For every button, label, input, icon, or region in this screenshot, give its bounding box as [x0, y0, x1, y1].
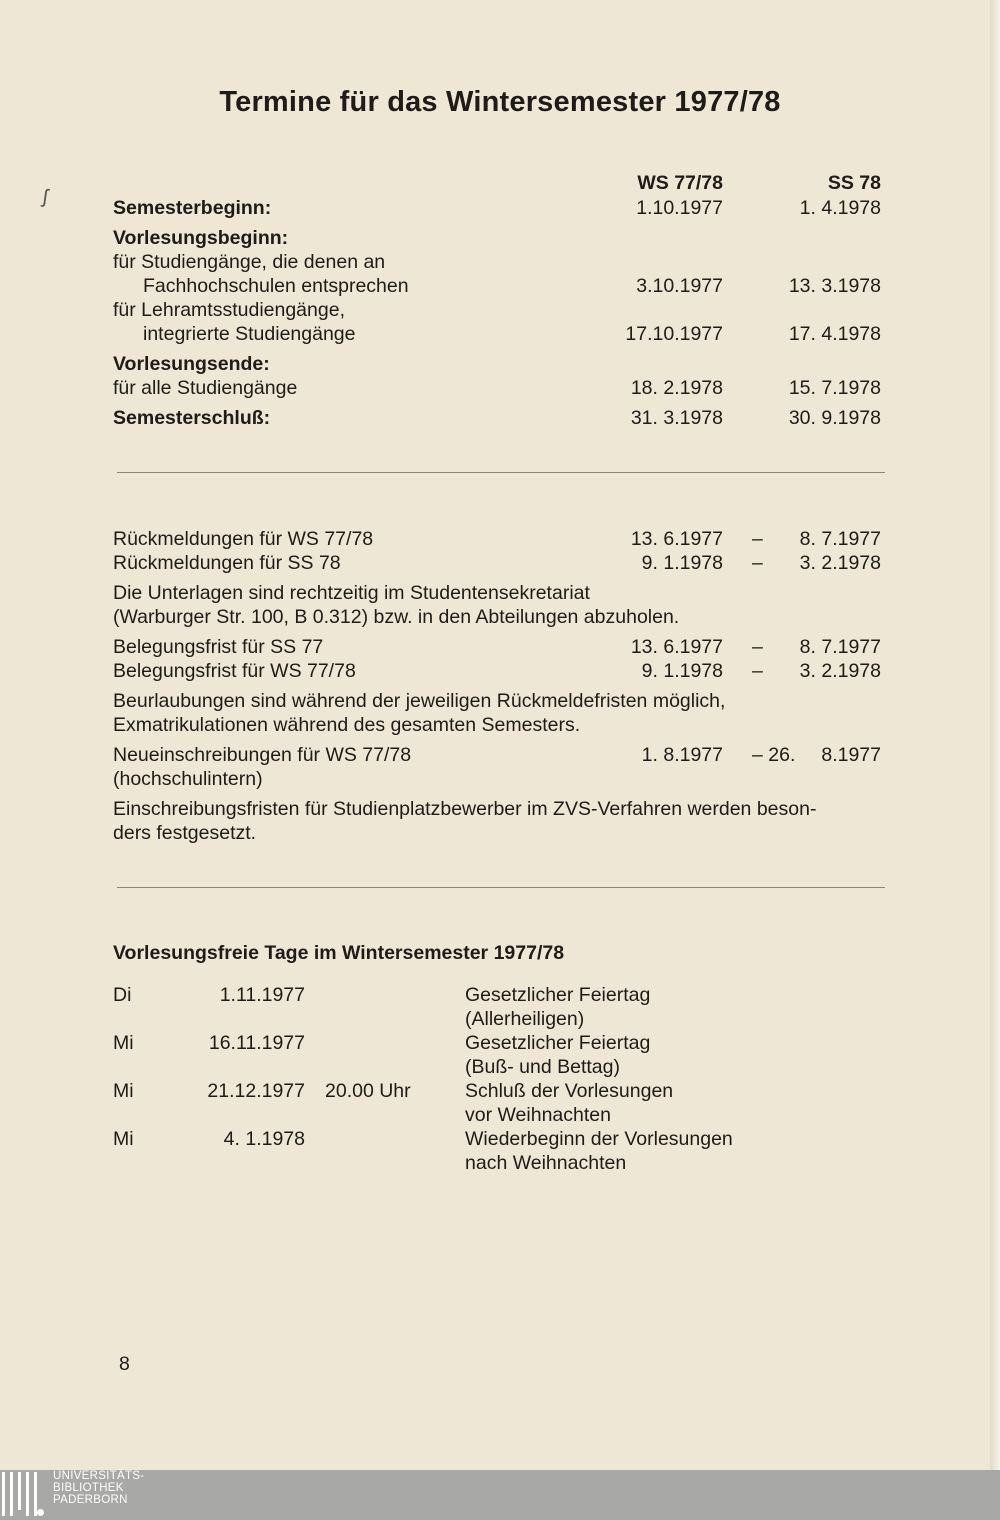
date-to: 8. 7.1977: [799, 528, 881, 550]
row-label: Fachhochschulen entsprechen: [143, 275, 409, 297]
holiday-time: 20.00 Uhr: [325, 1080, 411, 1102]
date-to: 3. 2.1978: [799, 660, 881, 682]
date-ws: 1.10.1977: [636, 197, 723, 219]
row-label: Rückmeldungen für SS 78: [113, 552, 341, 574]
date-from: 1. 8.1977: [641, 744, 723, 766]
library-name-line: PADERBORN: [53, 1494, 128, 1506]
holiday-date: 1.11.1977: [219, 984, 305, 1006]
holiday-description: Gesetzlicher Feiertag: [465, 1032, 651, 1054]
logo-dot-icon: [37, 1509, 44, 1516]
weekday: Mi: [113, 1080, 134, 1102]
holiday-date: 16.11.1977: [208, 1032, 305, 1054]
page-number: 8: [119, 1353, 130, 1375]
date-dash: –: [752, 660, 763, 682]
page-edge: [990, 0, 1000, 1470]
holiday-description: Wiederbeginn der Vorlesungen: [465, 1128, 733, 1150]
divider: [117, 887, 885, 888]
row-label: Vorlesungsende:: [113, 353, 270, 375]
weekday: Mi: [113, 1128, 134, 1150]
paragraph-line: ders festgesetzt.: [113, 822, 257, 844]
date-from: 9. 1.1978: [641, 660, 723, 682]
holiday-date: 21.12.1977: [207, 1080, 305, 1102]
section-heading: Vorlesungsfreie Tage im Wintersemester 1977/78: [113, 942, 565, 964]
date-dash: –: [752, 528, 763, 550]
row-label: (hochschulintern): [113, 768, 263, 790]
holiday-description: Schluß der Vorlesungen: [465, 1080, 674, 1102]
row-label: für Studiengänge, die denen an: [113, 251, 386, 273]
date-dash: –: [752, 636, 763, 658]
date-ss: 13. 3.1978: [788, 275, 881, 297]
paragraph-line: (Warburger Str. 100, B 0.312) bzw. in den Abteilungen abzuholen.: [113, 606, 680, 628]
paragraph-line: Exmatrikulationen während des gesamten Semesters.: [113, 714, 581, 736]
library-name: [53, 1470, 144, 1506]
library-footer-bar: [0, 1470, 1000, 1520]
paragraph-line: Beurlaubungen sind während der jeweiligen Rückmeldefristen möglich,: [113, 690, 726, 712]
holiday-description: Gesetzlicher Feiertag: [465, 984, 651, 1006]
page-title: Termine für das Wintersemester 1977/78: [219, 86, 781, 118]
date-ss: 1. 4.1978: [799, 197, 881, 219]
row-label: integrierte Studiengänge: [143, 323, 356, 345]
row-label: Belegungsfrist für SS 77: [113, 636, 324, 658]
holiday-date: 4. 1.1978: [223, 1128, 305, 1150]
library-name-line: UNIVERSITÄTS-: [53, 1470, 145, 1482]
date-to: 8.1977: [821, 744, 881, 766]
row-label: Neueinschreibungen für WS 77/78: [113, 744, 412, 766]
date-to: 8. 7.1977: [799, 636, 881, 658]
date-ss: 17. 4.1978: [788, 323, 881, 345]
row-label: Vorlesungsbeginn:: [113, 227, 289, 249]
library-logo-icon: [2, 1472, 37, 1516]
date-ws: 3.10.1977: [636, 275, 723, 297]
row-label: Semesterschluß:: [113, 407, 271, 429]
date-from: 13. 6.1977: [630, 636, 723, 658]
date-ws: 18. 2.1978: [630, 377, 723, 399]
date-from: 13. 6.1977: [630, 528, 723, 550]
divider: [117, 472, 885, 473]
date-dash: –: [752, 552, 763, 574]
row-label: für alle Studiengänge: [113, 377, 298, 399]
pencil-mark: ʃ: [41, 185, 50, 209]
library-name-line: BIBLIOTHEK: [53, 1482, 124, 1494]
column-header-ss: SS 78: [827, 172, 881, 194]
date-ss: 15. 7.1978: [788, 377, 881, 399]
row-label: Rückmeldungen für WS 77/78: [113, 528, 374, 550]
row-label: für Lehramtsstudiengänge,: [113, 299, 345, 321]
row-label: Semesterbeginn:: [113, 197, 272, 219]
date-to: 3. 2.1978: [799, 552, 881, 574]
paragraph-line: Die Unterlagen sind rechtzeitig im Studentensekretariat: [113, 582, 590, 604]
date-dash: – 26.: [752, 744, 796, 766]
paragraph-line: Einschreibungsfristen für Studienplatzbewerber im ZVS-Verfahren werden beson-: [113, 798, 817, 820]
date-ss: 30. 9.1978: [788, 407, 881, 429]
row-label: Belegungsfrist für WS 77/78: [113, 660, 356, 682]
holiday-description: nach Weihnachten: [465, 1152, 627, 1174]
weekday: Mi: [113, 1032, 134, 1054]
date-ws: 31. 3.1978: [630, 407, 723, 429]
date-ws: 17.10.1977: [625, 323, 723, 345]
holiday-description: (Buß- und Bettag): [465, 1056, 620, 1078]
weekday: Di: [113, 984, 132, 1006]
holiday-description: vor Weihnachten: [465, 1104, 611, 1126]
date-from: 9. 1.1978: [641, 552, 723, 574]
holiday-description: (Allerheiligen): [465, 1008, 585, 1030]
column-header-ws: WS 77/78: [637, 172, 723, 194]
